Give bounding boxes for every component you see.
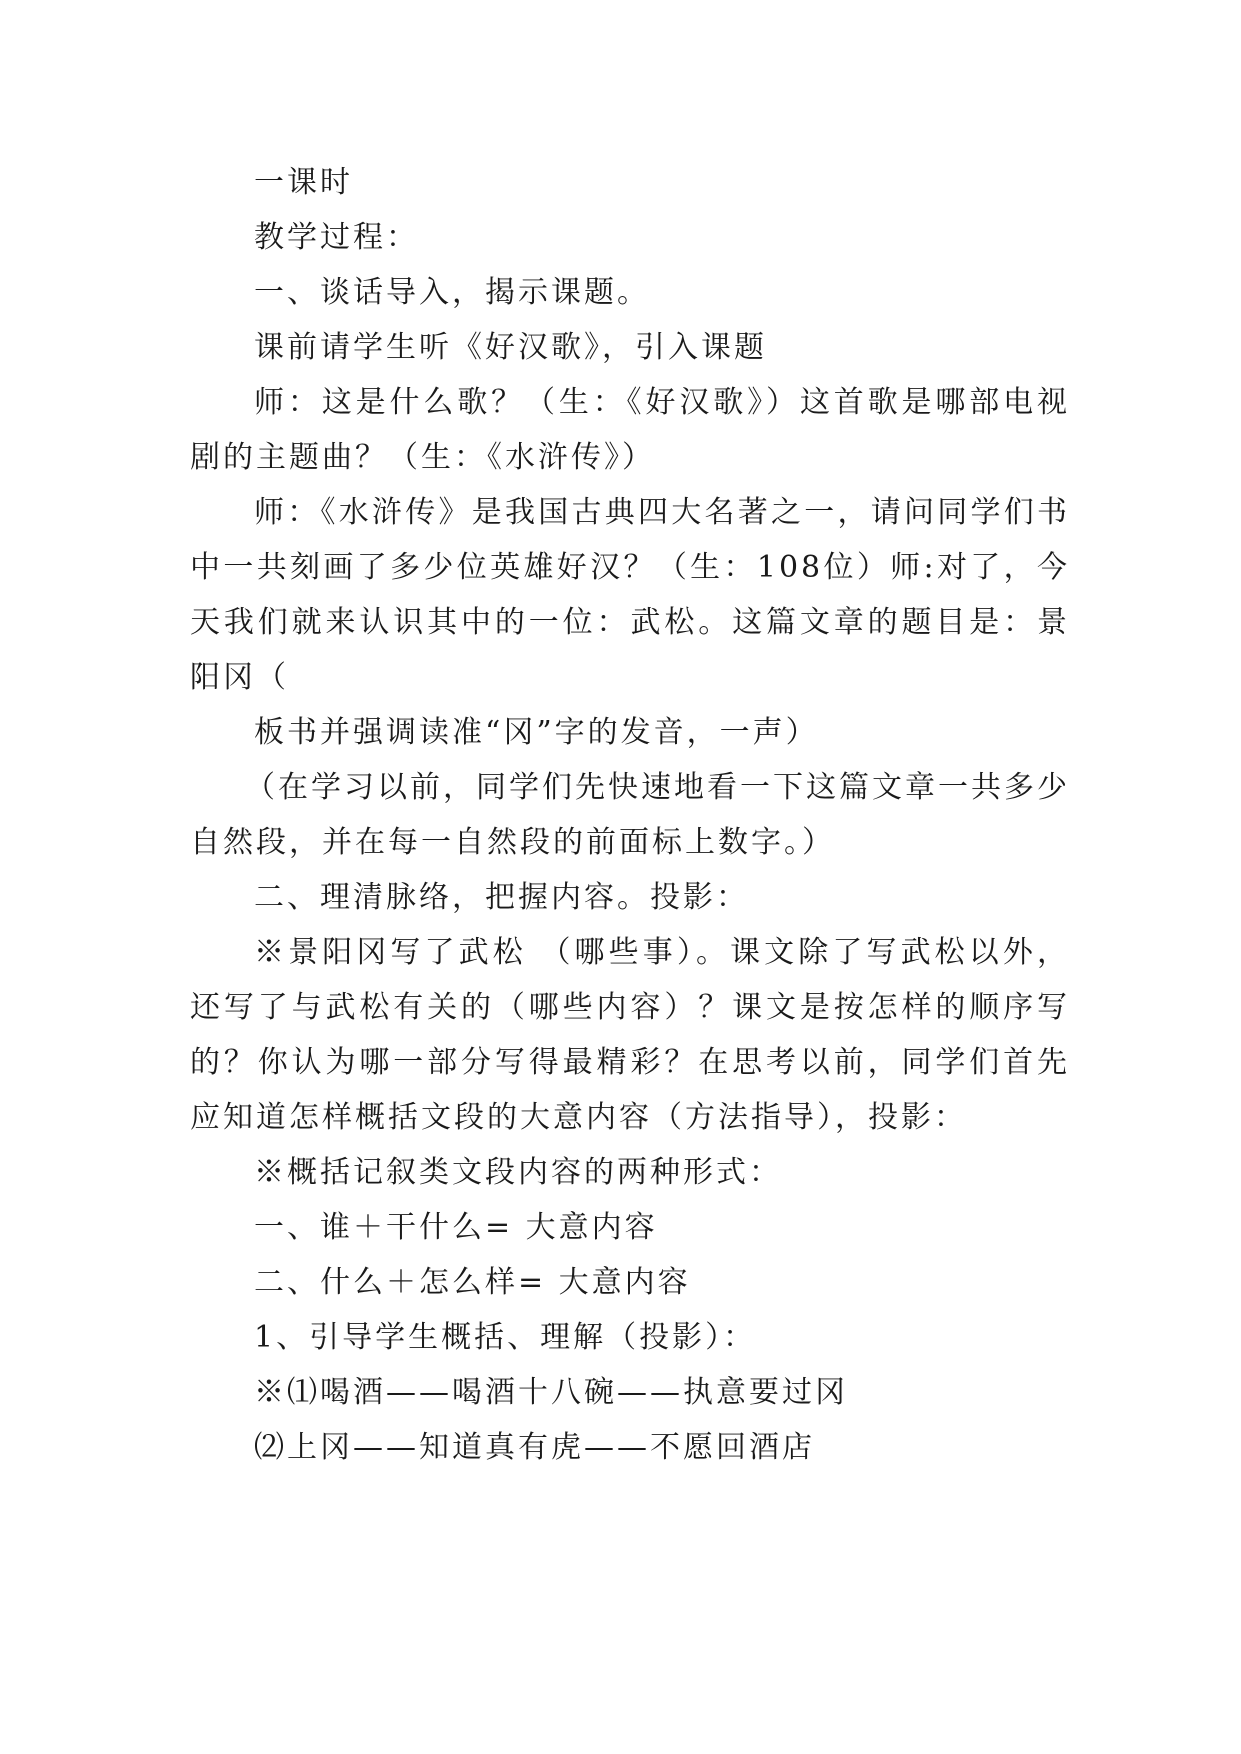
paragraph-guide-students: 1、引导学生概括、理解（投影）： <box>254 1320 757 1355</box>
paragraph-board-writing: 板书并强调读准“冈”字的发音，一声） <box>254 715 819 750</box>
paragraph-point-two: ⑵上冈——知道真有虎——不愿回酒店 <box>254 1430 815 1465</box>
paragraph-form-two: 二、什么＋怎么样= 大意内容 <box>254 1265 691 1300</box>
paragraph-teacher-question-2: 师：《水浒传》是我国古典四大名著之一，请问同学们书中一共刻画了多少位英雄好汉？（生：108位）师:对了，今天我们就来认识其中的一位：武松。这篇文章的题目是：景阳冈（ <box>190 495 1070 695</box>
paragraph-lesson-period: 一课时 <box>254 165 353 200</box>
paragraph-form-one: 一、谁＋干什么= 大意内容 <box>254 1210 658 1245</box>
document-body <box>190 155 1070 1475</box>
paragraph-teacher-question-1: 师：这是什么歌？（生：《好汉歌》）这首歌是哪部电视剧的主题曲？（生：《水浒传》） <box>190 385 1070 475</box>
paragraph-reading-instruction: （在学习以前，同学们先快速地看一下这篇文章一共多少自然段，并在每一自然段的前面标上数字。） <box>190 770 1070 860</box>
paragraph-point-one: ※⑴喝酒——喝酒十八碗——执意要过冈 <box>254 1375 848 1410</box>
paragraph-projection-questions: ※景阳冈写了武松 （哪些事）。课文除了写武松以外，还写了与武松有关的（哪些内容）？课文是按怎样的顺序写的？你认为哪一部分写得最精彩？在思考以前，同学们首先应知道怎样概括文段的大意内容（方法指导），投影： <box>190 935 1070 1135</box>
paragraph-teaching-process: 教学过程： <box>254 220 419 255</box>
paragraph-section-one-heading: 一、谈话导入，揭示课题。 <box>254 275 650 310</box>
paragraph-summary-forms: ※概括记叙类文段内容的两种形式： <box>254 1155 782 1190</box>
paragraph-section-two-heading: 二、理清脉络，把握内容。投影： <box>254 880 749 915</box>
paragraph-intro-song: 课前请学生听《好汉歌》，引入课题 <box>254 330 767 365</box>
